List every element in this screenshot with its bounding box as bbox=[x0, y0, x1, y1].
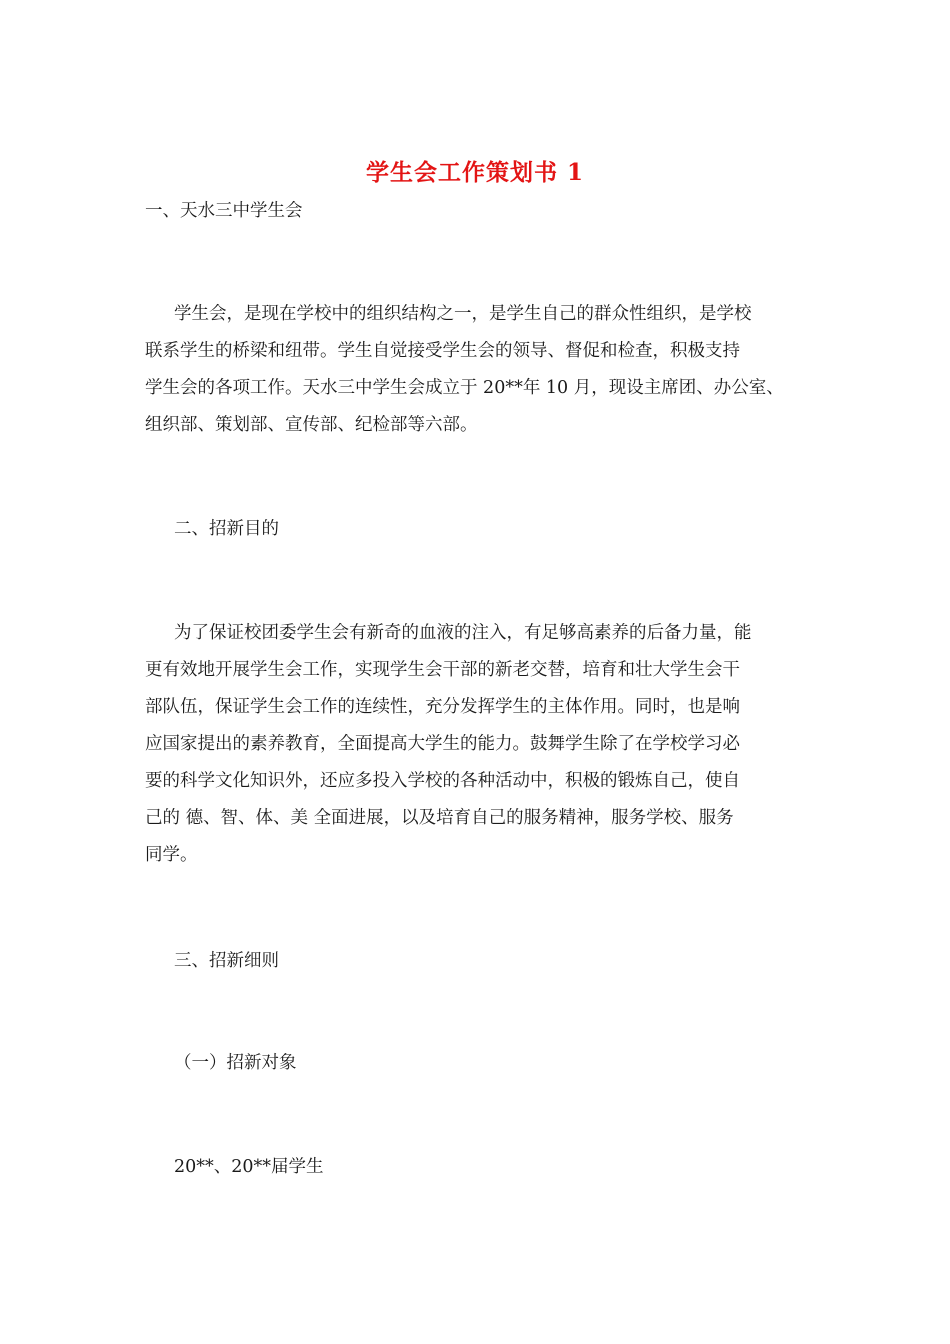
section2-heading: 二、招新目的 bbox=[174, 519, 279, 539]
document-title: 学生会工作策划书 1 bbox=[365, 159, 584, 186]
paragraph-line: 部队伍，保证学生会工作的连续性，充分发挥学生的主体作用。同时，也是响 bbox=[145, 697, 740, 717]
paragraph-line: 联系学生的桥梁和纽带。学生自觉接受学生会的领导、督促和检查，积极支持 bbox=[145, 341, 740, 361]
paragraph-line: 组织部、策划部、宣传部、纪检部等六部。 bbox=[145, 415, 478, 435]
paragraph-line: 应国家提出的素养教育，全面提高大学生的能力。鼓舞学生除了在学校学习必 bbox=[145, 734, 740, 754]
paragraph-line: 学生会，是现在学校中的组织结构之一，是学生自己的群众性组织，是学校 bbox=[174, 304, 752, 324]
subsection1-text: 20**、20**届学生 bbox=[174, 1157, 324, 1177]
paragraph-line: 同学。 bbox=[145, 845, 198, 865]
paragraph-line: 己的 德、智、体、美 全面进展，以及培育自己的服务精神，服务学校、服务 bbox=[145, 808, 734, 828]
paragraph-line: 要的科学文化知识外，还应多投入学校的各种活动中，积极的锻炼自己，使自 bbox=[145, 771, 740, 791]
section3-heading: 三、招新细则 bbox=[174, 951, 279, 971]
section1-paragraph bbox=[145, 303, 825, 451]
paragraph-line: 为了保证校团委学生会有新奇的血液的注入，有足够高素养的后备力量，能 bbox=[174, 623, 752, 643]
section1-heading: 一、天水三中学生会 bbox=[145, 201, 303, 221]
paragraph-line: 更有效地开展学生会工作，实现学生会干部的新老交替，培育和壮大学生会干 bbox=[145, 660, 740, 680]
paragraph-line: 学生会的各项工作。天水三中学生会成立于 20**年 10 月，现设主席团、办公室、 bbox=[145, 378, 784, 398]
subsection1-heading: （一）招新对象 bbox=[174, 1053, 297, 1073]
section2-paragraph bbox=[145, 622, 825, 881]
